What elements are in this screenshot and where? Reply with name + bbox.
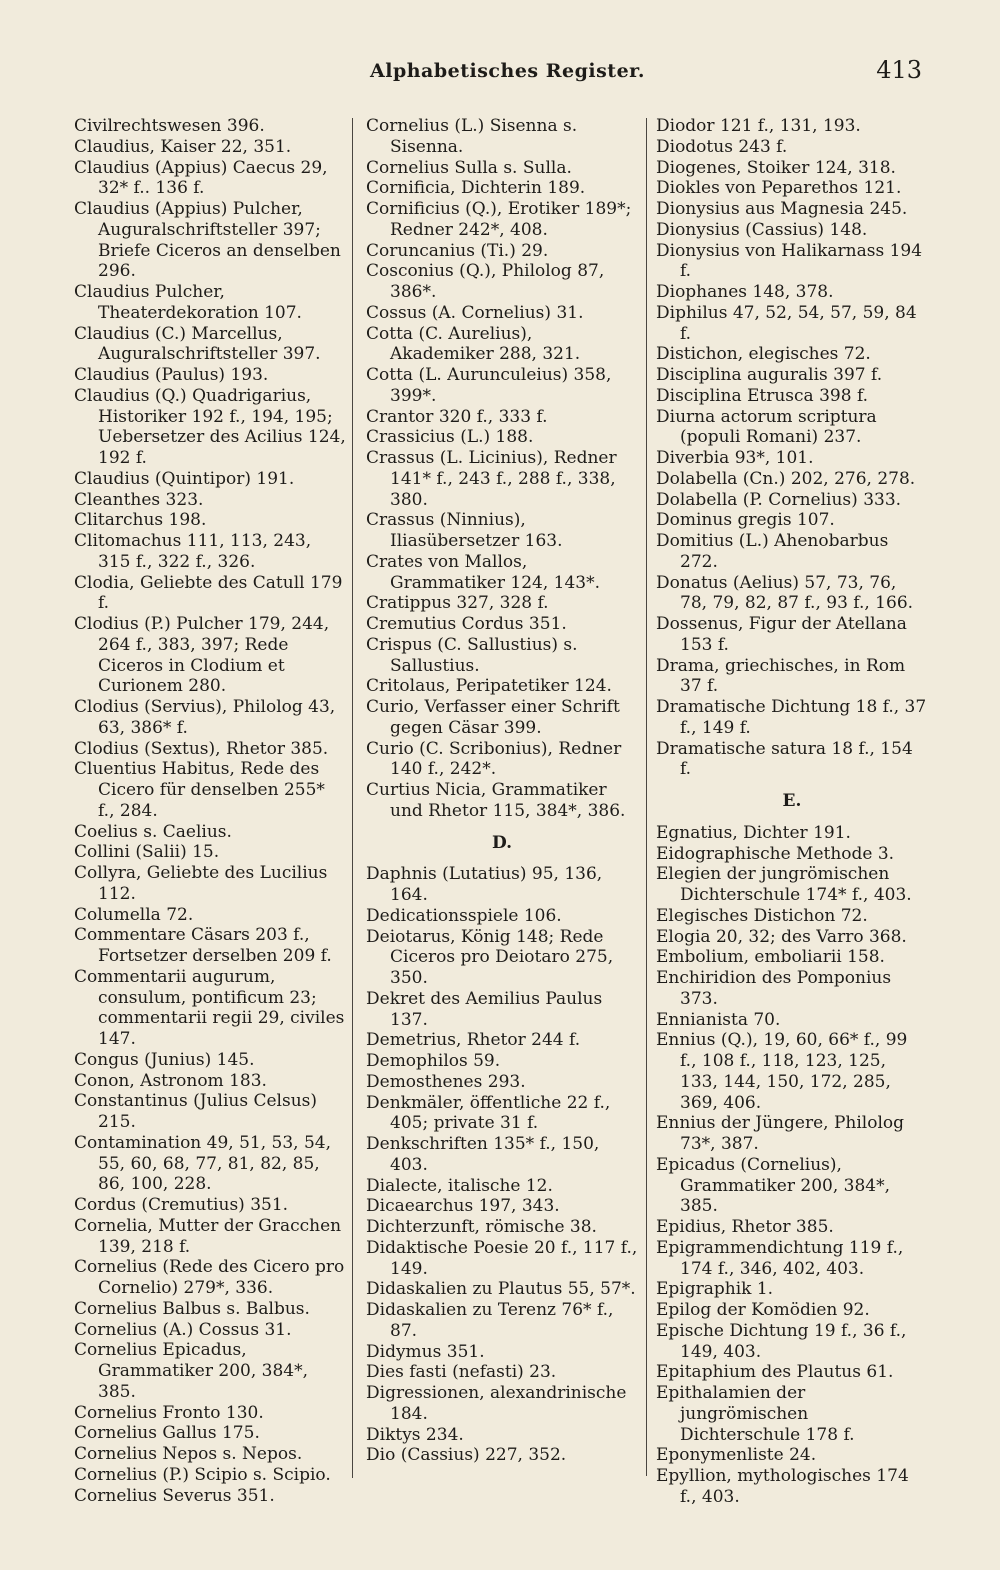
index-entry: Cornelius Nepos s. Nepos. xyxy=(74,1444,303,1464)
index-entry: Didaskalien zu Terenz 76* f., 87. xyxy=(366,1300,614,1341)
index-entry: Diokles von Peparethos 121. xyxy=(656,178,902,199)
index-entry: Digressionen, alexandrinische 184. xyxy=(366,1383,627,1424)
index-entry: Crispus (C. Sallustius) s. Sallustius. xyxy=(366,634,578,676)
index-entry: Disciplina Etrusca 398 f. xyxy=(656,385,869,406)
index-entry: Dionysius aus Magnesia 245. xyxy=(656,199,908,219)
index-entry: Civilrechtswesen 396. xyxy=(74,116,265,136)
index-entry: Elogia 20, 32; des Varro 368. xyxy=(656,926,907,947)
index-entry: Diodotus 243 f. xyxy=(656,136,788,157)
index-entry: Cratippus 327, 328 f. xyxy=(366,593,549,614)
index-entry: Diphilus 47, 52, 54, 57, 59, 84 f. xyxy=(656,302,917,344)
index-entry: Dionysius (Cassius) 148. xyxy=(656,219,868,240)
index-entry: Curtius Nicia, Grammatiker und Rhetor 115, 384*, 386. xyxy=(366,780,626,821)
index-entry: Cornelius (P.) Scipio s. Scipio. xyxy=(74,1464,331,1485)
section-heading: E. xyxy=(782,791,802,811)
index-entry: Conon, Astronom 183. xyxy=(74,1070,267,1091)
index-entry: Diophanes 148, 378. xyxy=(656,282,834,302)
index-entry: Crassus (Ninnius), Iliasübersetzer 163. xyxy=(366,510,563,551)
index-entry: Diodor 121 f., 131, 193. xyxy=(656,116,861,136)
index-entry: Cornelius (L.) Sisenna s. Sisenna. xyxy=(366,116,578,157)
index-entry: Cotta (L. Aurunculeius) 358, 399*. xyxy=(366,365,612,406)
index-entry: Epitaphium des Plautus 61. xyxy=(656,1362,894,1383)
index-entry: Clitarchus 198. xyxy=(74,510,207,531)
index-entry: Commentarii augurum, consulum, pontificum 23; commentarii regii 29, civiles 147. xyxy=(74,966,345,1049)
index-entry: Embolium, emboliarii 158. xyxy=(656,947,885,968)
index-entry: Epigrammendichtung 119 f., 174 f., 346, 402, 403. xyxy=(656,1237,904,1279)
section-heading: D. xyxy=(491,832,513,853)
index-entry: Dies fasti (nefasti) 23. xyxy=(366,1362,557,1383)
index-entry: Cremutius Cordus 351. xyxy=(366,614,567,634)
index-entry: Epicadus (Cornelius), Grammatiker 200, 384*, 385. xyxy=(656,1154,890,1217)
index-entry: Diktys 234. xyxy=(366,1424,464,1445)
index-entry: Dekret des Aemilius Paulus 137. xyxy=(366,988,603,1030)
index-entry: Cornelius (Rede des Cicero pro Cornelio) 279*, 336. xyxy=(74,1257,345,1298)
index-column-3 xyxy=(656,116,928,1508)
column-divider xyxy=(646,118,647,1476)
index-entry: Coelius s. Caelius. xyxy=(74,821,232,842)
index-entry: Didaskalien zu Plautus 55, 57*. xyxy=(366,1279,636,1300)
index-entry: Cornelius Sulla s. Sulla. xyxy=(366,157,572,178)
index-entry: Crassus (L. Licinius), Redner 141* f., 243 f., 288 f., 338, 380. xyxy=(366,448,617,510)
index-entry: Dramatische Dichtung 18 f., 37 f., 149 f. xyxy=(656,697,927,738)
index-entry: Dedicationsspiele 106. xyxy=(366,905,562,926)
index-entry: Columella 72. xyxy=(74,904,194,925)
index-entry: Enchiridion des Pomponius 373. xyxy=(656,968,892,1009)
index-entry: Claudius (Quintipor) 191. xyxy=(74,468,295,489)
index-entry: Claudius (Appius) Pulcher, Auguralschriftsteller 397; Briefe Ciceros an denselben 296. xyxy=(74,199,341,282)
index-entry: Dio (Cassius) 227, 352. xyxy=(366,1445,567,1466)
index-entry: Donatus (Aelius) 57, 73, 76, 78, 79, 82, 87 f., 93 f., 166. xyxy=(656,572,914,614)
index-entry: Cossus (A. Cornelius) 31. xyxy=(366,302,584,323)
index-entry: Ennius der Jüngere, Philolog 73*, 387. xyxy=(656,1113,904,1154)
index-entry: Denkschriften 135* f., 150, 403. xyxy=(366,1134,600,1175)
index-entry: Dolabella (P. Cornelius) 333. xyxy=(656,489,902,510)
index-entry: Demetrius, Rhetor 244 f. xyxy=(366,1030,581,1051)
index-entry: Daphnis (Lutatius) 95, 136, 164. xyxy=(366,864,603,905)
index-entry: Cornelius Balbus s. Balbus. xyxy=(74,1298,310,1319)
index-entry: Dicaearchus 197, 343. xyxy=(366,1196,560,1217)
index-entry: Demophilos 59. xyxy=(366,1051,501,1071)
index-entry: Epigraphik 1. xyxy=(656,1279,774,1300)
index-entry: Cornelius (A.) Cossus 31. xyxy=(74,1319,292,1340)
index-entry: Didymus 351. xyxy=(366,1341,485,1362)
index-entry: Epyllion, mythologisches 174 f., 403. xyxy=(656,1466,909,1507)
index-entry: Cornelius Fronto 130. xyxy=(74,1402,264,1423)
index-entry: Egnatius, Dichter 191. xyxy=(656,822,851,843)
index-entry: Claudius (Appius) Caecus 29, 32* f.. 136 f. xyxy=(74,157,328,199)
index-entry: Drama, griechisches, in Rom 37 f. xyxy=(656,655,906,697)
index-entry: Dolabella (Cn.) 202, 276, 278. xyxy=(656,468,916,489)
index-entry: Diurna actorum scriptura (populi Romani) 237. xyxy=(656,406,877,448)
column-divider xyxy=(352,118,353,1478)
index-entry: Cornelius Gallus 175. xyxy=(74,1423,260,1444)
index-entry: Diogenes, Stoiker 124, 318. xyxy=(656,157,896,178)
index-entry: Cornelius Epicadus, Grammatiker 200, 384*, 385. xyxy=(74,1340,308,1402)
index-entry: Collini (Salii) 15. xyxy=(74,842,220,863)
index-entry: Cornelia, Mutter der Gracchen 139, 218 f. xyxy=(74,1215,342,1257)
index-column-1 xyxy=(74,116,346,1506)
index-entry: Cleanthes 323. xyxy=(74,489,204,510)
index-entry: Claudius, Kaiser 22, 351. xyxy=(74,136,292,157)
index-entry: Constantinus (Julius Celsus) 215. xyxy=(74,1091,318,1132)
index-entry: Deiotarus, König 148; Rede Ciceros pro Deiotaro 275, 350. xyxy=(366,926,614,988)
index-entry: Eponymenliste 24. xyxy=(656,1445,817,1466)
index-entry: Curio, Verfasser einer Schrift gegen Cäsar 399. xyxy=(366,697,620,738)
index-column-2 xyxy=(366,116,638,1466)
index-entry: Clitomachus 111, 113, 243, 315 f., 322 f., 326. xyxy=(74,531,312,572)
index-entry: Crates von Mallos, Grammatiker 124, 143*. xyxy=(366,551,600,593)
index-entry: Cornelius Severus 351. xyxy=(74,1485,275,1506)
index-entry: Cornificia, Dichterin 189. xyxy=(366,178,586,199)
index-entry: Epische Dichtung 19 f., 36 f., 149, 403. xyxy=(656,1320,907,1362)
index-entry: Epithalamien der jungrömischen Dichterschule 178 f. xyxy=(656,1383,855,1445)
index-entry: Claudius (Paulus) 193. xyxy=(74,365,269,385)
index-entry: Clodius (Sextus), Rhetor 385. xyxy=(74,738,329,759)
index-entry: Dionysius von Halikarnass 194 f. xyxy=(656,240,923,282)
index-entry: Disciplina auguralis 397 f. xyxy=(656,365,883,385)
index-entry: Claudius (C.) Marcellus, Auguralschriftsteller 397. xyxy=(74,323,321,365)
index-entry: Crassicius (L.) 188. xyxy=(366,427,534,448)
index-entry: Eidographische Methode 3. xyxy=(656,843,895,864)
index-entry: Curio (C. Scribonius), Redner 140 f., 242*. xyxy=(366,738,622,780)
index-entry: Epidius, Rhetor 385. xyxy=(656,1217,834,1237)
index-entry: Clodia, Geliebte des Catull 179 f. xyxy=(74,572,343,614)
index-entry: Cotta (C. Aurelius), Akademiker 288, 321. xyxy=(366,323,581,365)
index-entry: Claudius Pulcher, Theaterdekoration 107. xyxy=(74,282,302,323)
index-entry: Cosconius (Q.), Philolog 87, 386*. xyxy=(366,261,605,302)
index-entry: Elegisches Distichon 72. xyxy=(656,905,868,926)
index-entry: Cluentius Habitus, Rede des Cicero für denselben 255* f., 284. xyxy=(74,759,325,821)
index-entry: Didaktische Poesie 20 f., 117 f., 149. xyxy=(366,1237,638,1279)
index-entry: Claudius (Q.) Quadrigarius, Historiker 192 f., 194, 195; Uebersetzer des Acilius 124, 192 f. xyxy=(74,385,346,468)
index-entry: Domitius (L.) Ahenobarbus 272. xyxy=(656,531,889,572)
index-entry: Denkmäler, öffentliche 22 f., 405; private 31 f. xyxy=(366,1092,611,1134)
index-entry: Dramatische satura 18 f., 154 f. xyxy=(656,738,913,780)
index-entry: Dominus gregis 107. xyxy=(656,510,835,531)
page-header xyxy=(0,52,1000,92)
index-entry: Dossenus, Figur der Atellana 153 f. xyxy=(656,614,907,655)
index-entry: Dichterzunft, römische 38. xyxy=(366,1217,597,1237)
index-entry: Demosthenes 293. xyxy=(366,1071,526,1092)
index-entry: Epilog der Komödien 92. xyxy=(656,1300,870,1320)
index-entry: Contamination 49, 51, 53, 54, 55, 60, 68, 77, 81, 82, 85, 86, 100, 228. xyxy=(74,1132,332,1195)
index-entry: Dialecte, italische 12. xyxy=(366,1175,553,1196)
index-entry: Ennianista 70. xyxy=(656,1009,781,1030)
index-entry: Critolaus, Peripatetiker 124. xyxy=(366,676,612,697)
index-entry: Distichon, elegisches 72. xyxy=(656,344,871,365)
index-entry: Cordus (Cremutius) 351. xyxy=(74,1195,289,1215)
running-title: Alphabetisches Register. xyxy=(370,60,646,82)
index-entry: Clodius (Servius), Philolog 43, 63, 386* f. xyxy=(74,697,336,738)
page-number: 413 xyxy=(876,56,922,84)
index-entry: Coruncanius (Ti.) 29. xyxy=(366,240,549,261)
index-entry: Commentare Cäsars 203 f., Fortsetzer derselben 209 f. xyxy=(74,925,332,966)
index-entry: Cornificius (Q.), Erotiker 189*; Redner 242*, 408. xyxy=(366,199,632,240)
index-entry: Collyra, Geliebte des Lucilius 112. xyxy=(74,863,328,904)
index-entry: Congus (Junius) 145. xyxy=(74,1049,255,1070)
index-entry: Crantor 320 f., 333 f. xyxy=(366,406,548,427)
index-entry: Diverbia 93*, 101. xyxy=(656,448,814,468)
index-entry: Clodius (P.) Pulcher 179, 244, 264 f., 383, 397; Rede Ciceros in Clodium et Curionem 280. xyxy=(74,614,330,697)
index-entry: Ennius (Q.), 19, 60, 66* f., 99 f., 108 f., 118, 123, 125, 133, 144, 150, 172, 285, 369, 406. xyxy=(656,1030,908,1113)
index-entry: Elegien der jungrömischen Dichterschule 174* f., 403. xyxy=(656,864,912,905)
